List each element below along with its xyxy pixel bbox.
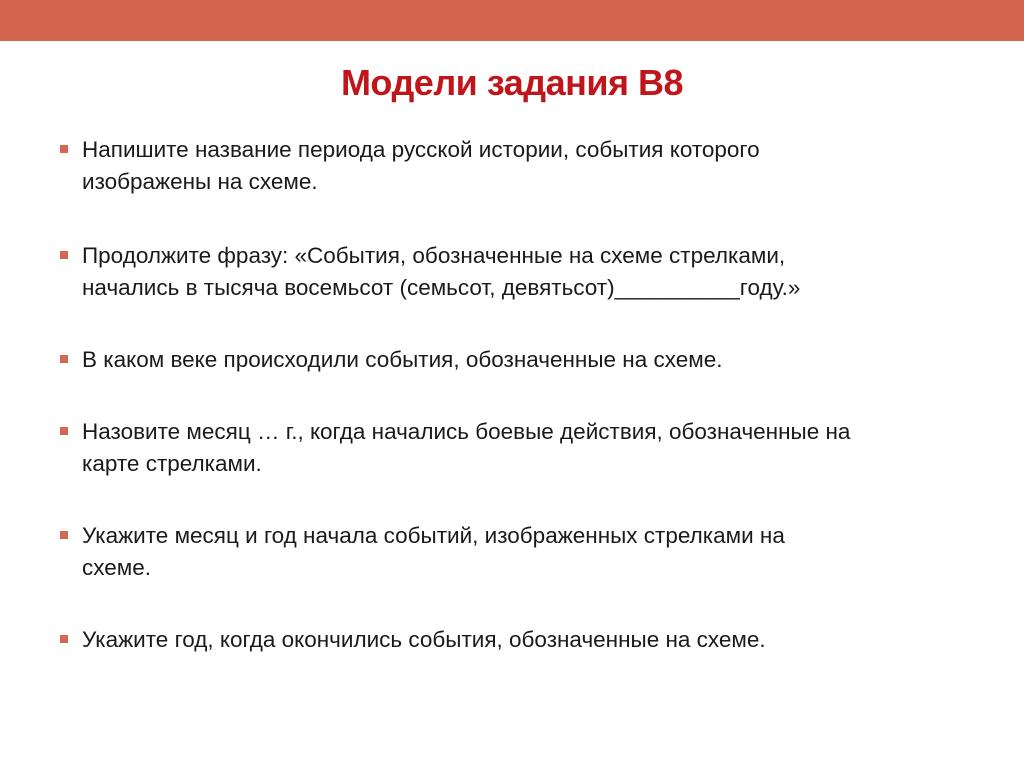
bullet-item bbox=[60, 520, 980, 584]
square-bullet-icon bbox=[60, 355, 68, 363]
square-bullet-icon bbox=[60, 427, 68, 435]
bullet-item bbox=[60, 240, 980, 304]
bullet-item bbox=[60, 134, 980, 198]
bullet-text: Укажите месяц и год начала событий, изображенных стрелками на схеме. bbox=[82, 523, 785, 580]
slide-title: Модели задания В8 bbox=[340, 62, 684, 103]
square-bullet-icon bbox=[60, 145, 68, 153]
bullet-text: Укажите год, когда окончились события, обозначенные на схеме. bbox=[82, 627, 766, 652]
square-bullet-icon bbox=[60, 251, 68, 259]
bullet-text: Назовите месяц … г., когда начались боевые действия, обозначенные на карте стрелками. bbox=[82, 419, 851, 476]
square-bullet-icon bbox=[60, 531, 68, 539]
square-bullet-icon bbox=[60, 635, 68, 643]
bullet-text: Напишите название периода русской истории, события которого изображены на схеме. bbox=[82, 137, 760, 194]
bullet-text: Продолжите фразу: «События, обозначенные на схеме стрелками, начались в тысяча восемьсот (семьсот, девятьсот)__________году.» bbox=[82, 243, 801, 300]
top-accent-bar bbox=[0, 0, 1024, 41]
bullet-text: В каком веке происходили события, обозначенные на схеме. bbox=[82, 347, 723, 372]
bullet-item bbox=[60, 624, 980, 656]
bullet-item bbox=[60, 416, 980, 480]
bullet-item bbox=[60, 344, 980, 376]
